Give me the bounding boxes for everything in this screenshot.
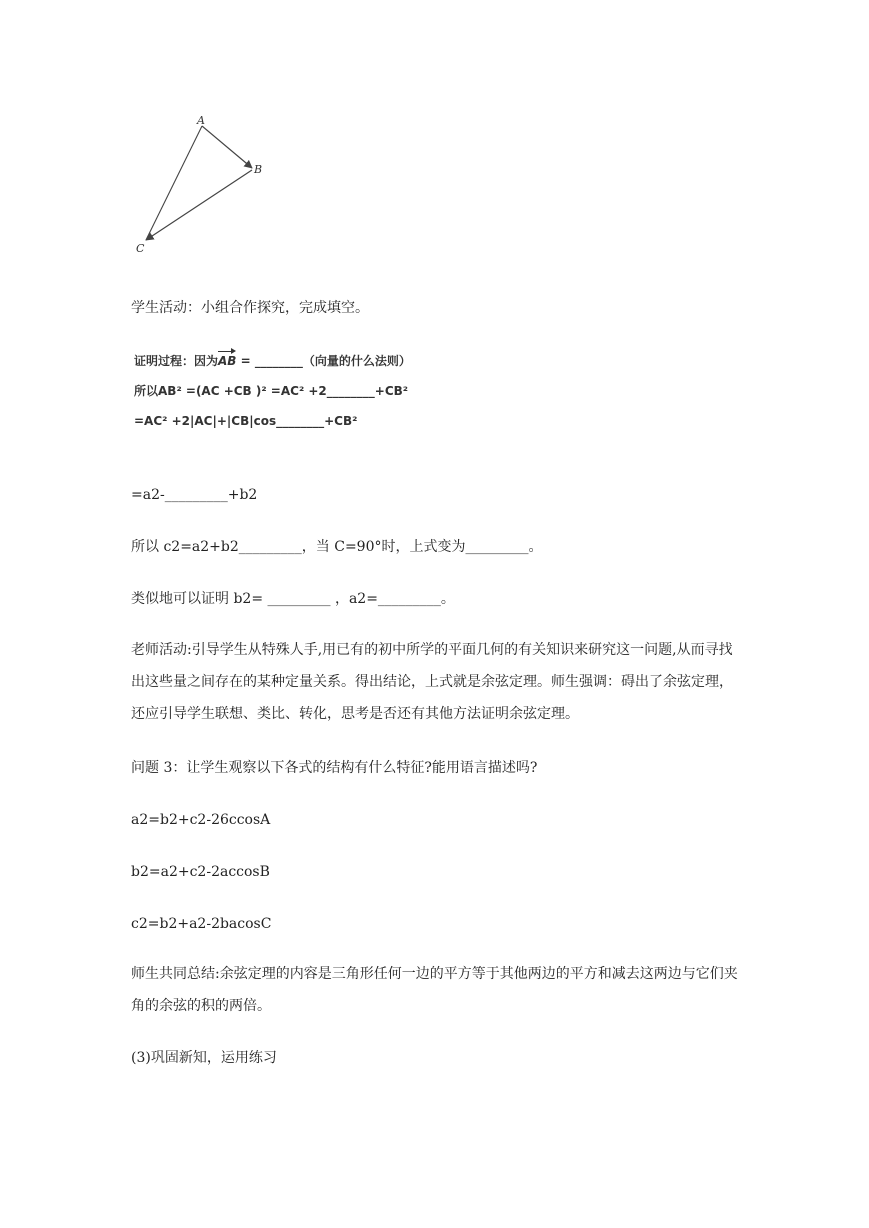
vertex-b-label: B — [254, 163, 263, 176]
teacher-activity-paragraph: 老师活动:引导学生从特殊人手,用已有的初中所学的平面几何的有关知识来研究这一问题,从而寻找出这些量之间存在的某种定量关系。得出结论，上式就是余弦定理。师生强调：碍出了余弦定理，还应引导学生联想、类比、转化，思考是否还有其他方法证明余弦定理。 — [131, 642, 733, 722]
formula-c2: c2=b2+a2-2bacosC — [131, 916, 272, 932]
student-activity: 学生活动：小组合作探究，完成填空。 — [131, 300, 369, 316]
section-heading: (3)巩固新知，运用练习 — [131, 1050, 277, 1066]
proof-line-2 — [134, 382, 408, 399]
triangle-figure — [128, 110, 278, 260]
proof-line-2-body: AB² =(AC +CB )² =AC² +2________+CB² — [158, 384, 409, 398]
proof-line-1-vector: AB — [218, 354, 237, 368]
formula-b2: b2=a2+c2-2accosB — [131, 864, 270, 880]
proof-line-1 — [134, 352, 411, 369]
equation-line-3: 类似地可以证明 b2= _________ ，a2=_________。 — [131, 591, 455, 607]
side-ac — [146, 126, 202, 240]
summary-paragraph: 师生共同总结:余弦定理的内容是三角形任何一边的平方等于其他两边的平方和减去这两边与它们夹角的余弦的积的两倍。 — [131, 966, 738, 1014]
proof-line-1-suffix: = ________（向量的什么法则） — [236, 354, 411, 368]
proof-line-3 — [134, 414, 357, 428]
proof-line-3-body: =AC² +2|AC|+|CB|cos________+CB² — [134, 414, 358, 428]
equation-line-1: =a2-_________+b2 — [131, 487, 258, 503]
proof-line-2-prefix: 所以 — [134, 384, 159, 398]
vector-ab — [202, 126, 252, 168]
proof-image — [134, 350, 434, 442]
vertex-a-label: A — [197, 114, 205, 127]
equation-line-2: 所以 c2=a2+b2_________，当 C=90°时，上式变为_________。 — [131, 539, 543, 555]
vector-bc — [146, 170, 252, 240]
proof-line-1-prefix: 证明过程：因为 — [134, 354, 219, 368]
question-3: 问题 3：让学生观察以下各式的结构有什么特征?能用语言描述吗? — [131, 760, 538, 776]
formula-a2: a2=b2+c2-26ccosA — [131, 812, 271, 828]
vertex-c-label: C — [136, 242, 145, 255]
